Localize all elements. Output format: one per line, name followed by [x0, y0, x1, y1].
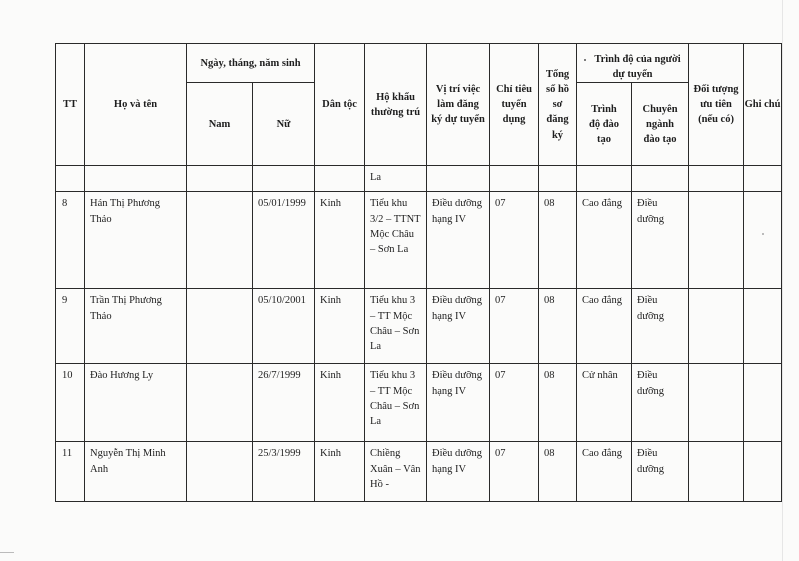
row-tt: 10	[62, 370, 73, 382]
row-male-dob	[187, 192, 252, 196]
col-header-note: Ghi chú	[744, 44, 782, 166]
row-priority	[689, 192, 743, 196]
row-position: Điều dưỡng hạng IV	[432, 295, 483, 322]
row-tt: 11	[62, 448, 73, 460]
row-female-dob: 05/01/1999	[258, 198, 306, 210]
col-header-training-level: Trình độ đào tạo	[577, 83, 632, 166]
row-name: Hán Thị Phương Thảo	[90, 198, 160, 225]
row-level: Cao đẳng	[582, 448, 622, 460]
header-row-1	[56, 44, 782, 83]
row-ethnicity: Kinh	[320, 198, 342, 210]
row-level: Cao đẳng	[582, 295, 622, 307]
row-ethnicity: Kinh	[320, 448, 342, 460]
row-quota: 07	[495, 295, 506, 307]
col-header-total-apps: Tổng số hồ sơ đăng ký	[539, 44, 577, 166]
row-level: Cao đẳng	[582, 198, 622, 210]
row-specialization: Điều dưỡng	[637, 448, 665, 475]
col-header-female: Nữ	[253, 83, 315, 166]
row-quota: 07	[495, 448, 506, 460]
col-header-dob-group: Ngày, tháng, năm sinh	[187, 44, 315, 83]
col-header-specialization: Chuyên ngành đào tạo	[632, 83, 689, 166]
row-male-dob	[187, 289, 252, 293]
row-female-dob: 25/3/1999	[258, 448, 301, 460]
row-position: Điều dưỡng hạng IV	[432, 448, 483, 475]
col-header-quota: Chỉ tiêu tuyển dụng	[490, 44, 539, 166]
row-position: Điều dưỡng hạng IV	[432, 198, 483, 225]
scan-speck	[0, 552, 14, 553]
row-tt: 8	[62, 198, 68, 210]
row-level: Cử nhân	[582, 370, 618, 382]
row-male-dob	[187, 442, 252, 446]
table-row	[56, 289, 782, 364]
continuation-row	[56, 166, 782, 192]
candidate-table	[55, 43, 782, 502]
row-priority	[689, 364, 743, 368]
col-header-ethnicity: Dân tộc	[315, 44, 365, 166]
row-priority	[689, 442, 743, 446]
col-header-position: Vị trí việc làm đăng ký dự tuyển	[427, 44, 490, 166]
row-ethnicity: Kinh	[320, 295, 342, 307]
col-header-name: Họ và tên	[85, 44, 187, 166]
col-header-education-group: Trình độ của người dự tuyển	[577, 44, 689, 83]
row-total: 08	[544, 448, 555, 460]
row-note	[744, 289, 781, 293]
row-total: 08	[544, 295, 555, 307]
table-row	[56, 442, 782, 502]
row-name: Nguyễn Thị Minh Anh	[90, 448, 166, 475]
row-position: Điều dưỡng hạng IV	[432, 370, 483, 397]
row-note	[744, 364, 781, 368]
row-residence: Chiềng Xuân – Vân Hồ -	[370, 448, 421, 490]
col-header-residence: Hộ khẩu thường trú	[365, 44, 427, 166]
row-specialization: Điều dưỡng	[637, 295, 665, 322]
continuation-residence: La	[370, 172, 382, 184]
row-male-dob	[187, 364, 252, 368]
row-female-dob: 05/10/2001	[258, 295, 306, 307]
row-specialization: Điều dưỡng	[637, 198, 665, 225]
row-ethnicity: Kinh	[320, 370, 342, 382]
row-tt: 9	[62, 295, 68, 307]
scan-speck	[762, 233, 764, 235]
row-residence: Tiểu khu 3 – TT Mộc Châu – Sơn La	[370, 295, 420, 353]
row-specialization: Điều dưỡng	[637, 370, 665, 397]
row-total: 08	[544, 198, 555, 210]
col-header-priority: Đối tượng ưu tiên (nếu có)	[689, 44, 744, 166]
col-header-male: Nam	[187, 83, 253, 166]
row-note	[744, 192, 781, 196]
row-priority	[689, 289, 743, 293]
row-residence: Tiểu khu 3 – TT Mộc Châu – Sơn La	[370, 370, 420, 428]
scan-edge	[782, 0, 783, 561]
col-header-tt: TT	[56, 44, 85, 166]
row-name: Trần Thị Phương Thảo	[90, 295, 162, 322]
row-total: 08	[544, 370, 555, 382]
row-name: Đào Hương Ly	[90, 370, 154, 382]
table-row	[56, 364, 782, 442]
row-residence: Tiểu khu 3/2 – TTNT Mộc Châu – Sơn La	[370, 198, 421, 256]
table-row	[56, 192, 782, 289]
stray-dot	[584, 59, 586, 61]
row-quota: 07	[495, 370, 506, 382]
row-quota: 07	[495, 198, 506, 210]
row-female-dob: 26/7/1999	[258, 370, 301, 382]
row-note	[744, 442, 781, 446]
